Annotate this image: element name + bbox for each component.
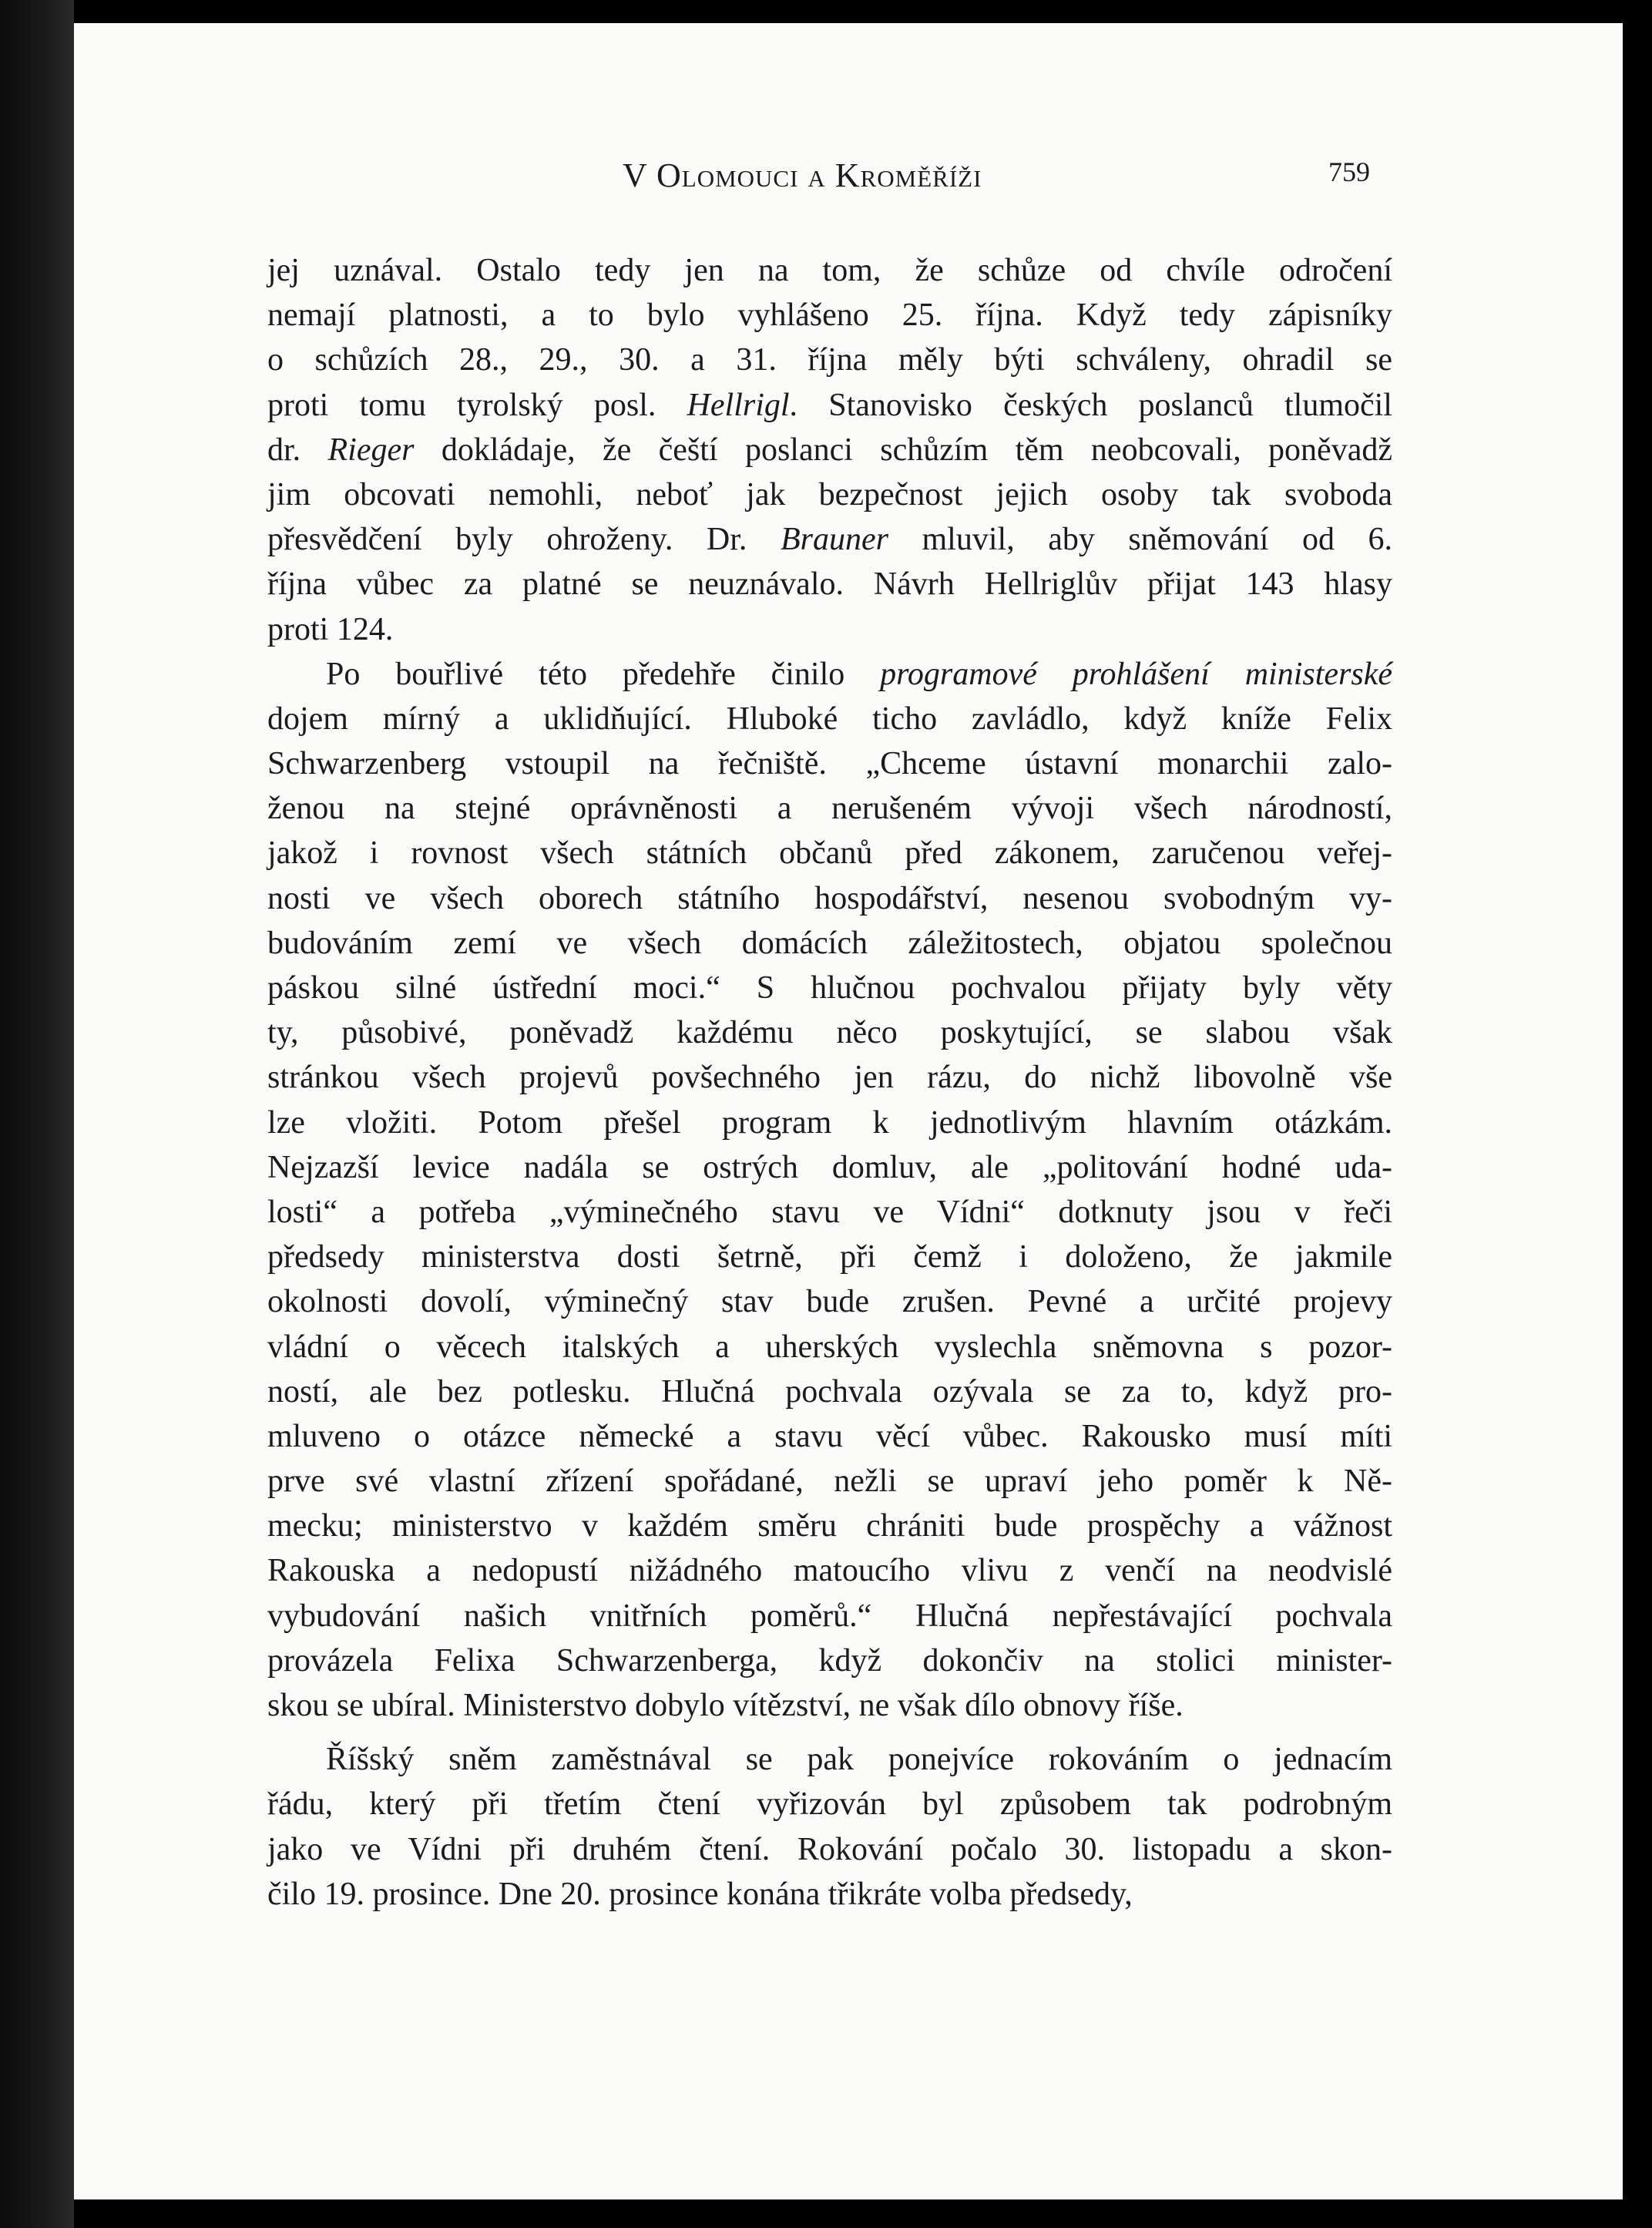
text-line: října vůbec za platné se neuznávalo. Návrh Hellriglův přijat 143 hlasy [267,566,1392,603]
text-line: jakož i rovnost všech státních občanů před zákonem, zaručenou veřej- [267,835,1392,872]
text-line: mecku; ministerstvo v každém směru chrániti bude prospěchy a vážnost [267,1508,1392,1544]
text-line: jim obcovati nemohli, neboť jak bezpečnost jejich osoby tak svoboda [267,476,1392,512]
text-line: prve své vlastní zřízení spořádané, nežli se upraví jeho poměr k Ně- [267,1463,1392,1500]
text-line: budováním zemí ve všech domácích záležitostech, objatou společnou [267,925,1392,961]
text-line: proti 124. [267,611,394,647]
text-line: lze vložiti. Potom přešel program k jednotlivým hlavním otázkám. [267,1104,1392,1141]
text-line: řádu, který při třetím čtení vyřizován byl způsobem tak podrobným [267,1786,1392,1823]
text-line: proti tomu tyrolský posl. Hellrigl. Stanovisko českých poslanců tlumočil [267,387,1392,423]
page-number: 759 [1328,156,1370,187]
text-line: nosti ve všech oborech státního hospodářství, nesenou svobodným vy- [267,880,1392,916]
text-line: mluveno o otázce německé a stavu věcí vůbec. Rakousko musí míti [267,1418,1392,1454]
text-line: Rakouska a nedopustí nižádného matoucího vlivu z venčí na neodvislé [267,1553,1392,1589]
text-line: jej uznával. Ostalo tedy jen na tom, že schůze od chvíle odročení [267,253,1392,288]
text-line: předsedy ministerstva dosti šetrně, při čemž i doloženo, že jakmile [267,1239,1392,1275]
italic-name: programové prohlášení ministerské [880,656,1392,692]
italic-name: Brauner [780,522,888,558]
body-text [267,248,1392,1917]
text-line: dojem mírný a uklidňující. Hluboké ticho zavládlo, když kníže Felix [267,701,1392,737]
text-line: Schwarzenberg vstoupil na řečniště. „Chceme ústavní monarchii zalo- [267,746,1392,782]
text-line: čilo 19. prosince. Dne 20. prosince konána třikráte volba předsedy, [267,1876,1133,1912]
scan-border [0,0,74,2228]
running-title: V Olomouci a Kroměříži [623,156,982,194]
text-line: Nejzazší levice nadála se ostrých domluv, ale „politování hodné uda- [267,1149,1392,1185]
text-line: ností, ale bez potlesku. Hlučná pochvala ozývala se za to, když pro- [267,1373,1392,1410]
text-line: o schůzích 28., 29., 30. a 31. října měly býti schváleny, ohradil se [267,342,1392,378]
text-line: přesvědčení byly ohroženy. Dr. Brauner mluvil, aby sněmování od 6. [267,522,1392,558]
text-line: ženou na stejné oprávněnosti a nerušeném vývoji všech národností, [267,791,1392,827]
italic-name: Hellrigl [687,387,790,423]
text-line: jako ve Vídni při druhém čtení. Rokování počalo 30. listopadu a skon- [267,1831,1392,1867]
text-line: ty, působivé, poněvadž každému něco poskytující, se slabou však [267,1015,1392,1051]
text-line: Po bouřlivé této předehře činilo programové prohlášení ministerské [326,656,1392,692]
text-line: stránkou všech projevů povšechného jen rázu, do nichž libovolně vše [267,1060,1392,1096]
text-line: losti“ a potřeba „výminečného stavu ve Vídni“ dotknuty jsou v řeči [267,1194,1392,1230]
text-line: skou se ubíral. Ministerstvo dobylo vítězství, ne však dílo obnovy říše. [267,1688,1184,1723]
text-line: páskou silné ústřední moci.“ S hlučnou pochvalou přijaty byly věty [267,970,1392,1006]
text-line: Říšský sněm zaměstnával se pak ponejvíce rokováním o jednacím [326,1742,1392,1778]
text-line: vybudování našich vnitřních poměrů.“ Hlučná nepřestávající pochvala [267,1598,1392,1634]
text-line: okolnosti dovolí, výminečný stav bude zrušen. Pevné a určité projevy [267,1284,1392,1320]
book-page [74,23,1623,2199]
italic-name: Rieger [327,432,415,468]
page-header [74,156,1623,202]
text-line: dr. Rieger dokládaje, že čeští poslanci schůzím těm neobcovali, poněvadž [267,432,1392,468]
text-line: vládní o věcech italských a uherských vyslechla sněmovna s pozor- [267,1329,1392,1365]
text-line: nemají platnosti, a to bylo vyhlášeno 25. října. Když tedy zápisníky [267,297,1392,334]
text-line: provázela Felixa Schwarzenberga, když dokončiv na stolici minister- [267,1642,1392,1679]
